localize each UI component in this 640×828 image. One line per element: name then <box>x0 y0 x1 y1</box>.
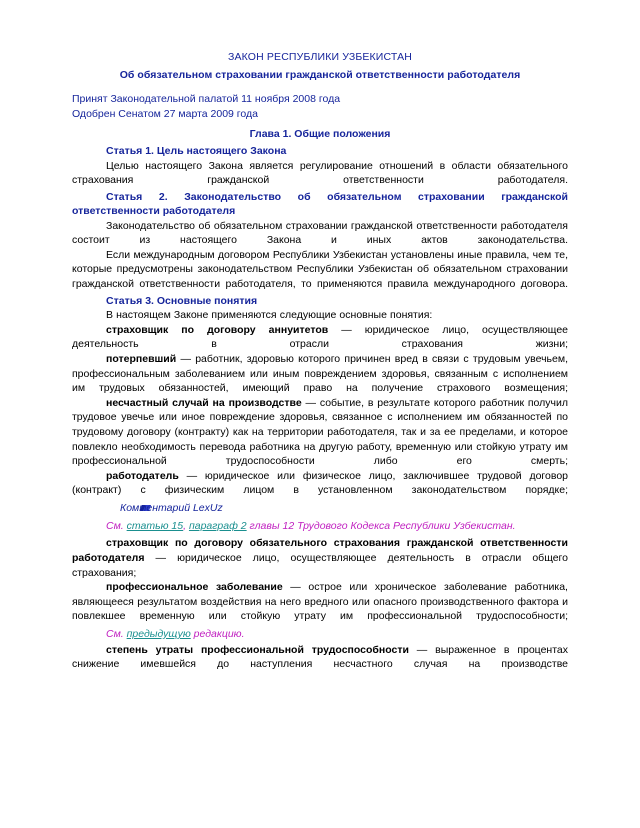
term-definition-occupational-disease <box>72 580 568 624</box>
reference-prefix: См. <box>106 628 127 641</box>
term-text: — юридическое лицо, осуществляющее деятельность в отрасли страхования жизни; <box>72 323 569 351</box>
reference-suffix: главы 12 Трудового Кодекса Республики Узбекистан. <box>246 519 516 532</box>
term-label: степень утраты профессиональной трудоспособности <box>106 643 409 656</box>
term-definition-employer <box>72 469 568 498</box>
term-label: несчастный случай на производстве <box>106 396 302 409</box>
article-2-paragraph-2: Если международным договором Республики Узбекистан установлены иные правила, чем те, которые предусмотрены законодательством Республики Узбекистан об обязательном страховании гражданской ответственности работодателя, то применяются правила международного договора. <box>72 248 568 291</box>
article-heading-2: Статья 2. Законодательство об обязательном страховании гражданской ответственности работодателя <box>72 190 568 218</box>
term-text: — юридическое или физическое лицо, заключившее трудовой договор (контракт) с физическим лицом в установленном законодательством порядке; <box>72 469 568 497</box>
article-heading-1: Статья 1. Цель настоящего Закона <box>106 145 287 157</box>
term-label: профессиональное заболевание <box>106 581 283 594</box>
term-definition-insurer-mandatory <box>72 536 568 580</box>
term-label: работодатель <box>106 469 179 482</box>
term-label: потерпевший <box>106 352 177 365</box>
article-3-lead-paragraph: В настоящем Законе применяются следующие основные понятия: <box>106 309 433 322</box>
chapter-heading-1: Глава 1. Общие положения <box>249 128 391 140</box>
term-text: — острое или хроническое заболевание работника, являющееся результатом воздействия на него вредного или опасного производственного фактора и повлекшее временную или стойкую утрату им профессиональной трудоспособности; <box>72 581 568 623</box>
commentary-heading-1 <box>72 501 568 516</box>
reference-prefix: См. <box>106 519 127 532</box>
commentary-block-1 <box>72 501 568 534</box>
commentary-reference-1 <box>72 519 568 534</box>
link-article-15[interactable]: статью 15 <box>126 519 184 532</box>
document-title-subtitle: Об обязательном страховании гражданской ответственности работодателя <box>119 69 521 81</box>
article-1-paragraph: Целью настоящего Закона является регулирование отношений в области обязательного страхования гражданской ответственности работодателя. <box>72 159 568 187</box>
adoption-line-senate: Одобрен Сенатом 27 марта 2009 года <box>72 108 258 120</box>
term-definition-workplace-accident <box>72 396 568 469</box>
term-text: — юридическое лицо, осуществляющее деятельность в отрасли общего страхования; <box>72 552 568 579</box>
term-text: — выраженное в процентах снижение имевшейся до наступления несчастного случая на производстве <box>72 643 568 671</box>
document-title-main: ЗАКОН РЕСПУБЛИКИ УЗБЕКИСТАН <box>227 51 412 63</box>
article-2-paragraph-1: Законодательство об обязательном страховании гражданской ответственности работодателя состоит из настоящего Закона и иных актов законодательства. <box>72 219 568 247</box>
link-paragraph-2[interactable]: параграф 2 <box>188 519 247 532</box>
adoption-line-lower-chamber: Принят Законодательной палатой 11 ноября 2008 года <box>72 93 341 105</box>
commentary-reference-2 <box>72 627 568 642</box>
reference-suffix: редакцию. <box>190 628 245 641</box>
term-label: страховщик по договору обязательного страхования гражданской ответственности работодателя <box>72 537 568 565</box>
link-previous-revision[interactable]: предыдущую <box>126 628 191 641</box>
reference-separator: , <box>183 519 189 532</box>
term-text: — работник, здоровью которого причинен вред в связи с трудовым увечьем, профессиональным заболеванием или иным повреждением здоровья, связанным с исполнением им трудовых обязанностей, имеющий право на получение страхового возмещения; <box>72 352 568 395</box>
term-label: страховщик по договору аннуитетов <box>106 323 329 336</box>
article-heading-3: Статья 3. Основные понятия <box>106 294 258 307</box>
commentary-heading-text: Комментарий LexUz <box>120 501 223 514</box>
term-definition-insurer-annuity <box>72 323 568 352</box>
term-definition-disability-degree <box>72 643 568 672</box>
lexuz-flag-icon <box>106 502 117 510</box>
term-text: — событие, в результате которого работник получил трудовое увечье или иное повреждение здоровья, связанное с исполнением им обязанностей по трудовому договору (контракту) как на территории работодателя, так и за ее пределами, и которое повлекло необходимость перевода работника на другую работу, временную или стойкую утрату им профессиональной трудоспособности либо его смерть; <box>72 396 569 468</box>
term-definition-victim <box>72 352 568 396</box>
